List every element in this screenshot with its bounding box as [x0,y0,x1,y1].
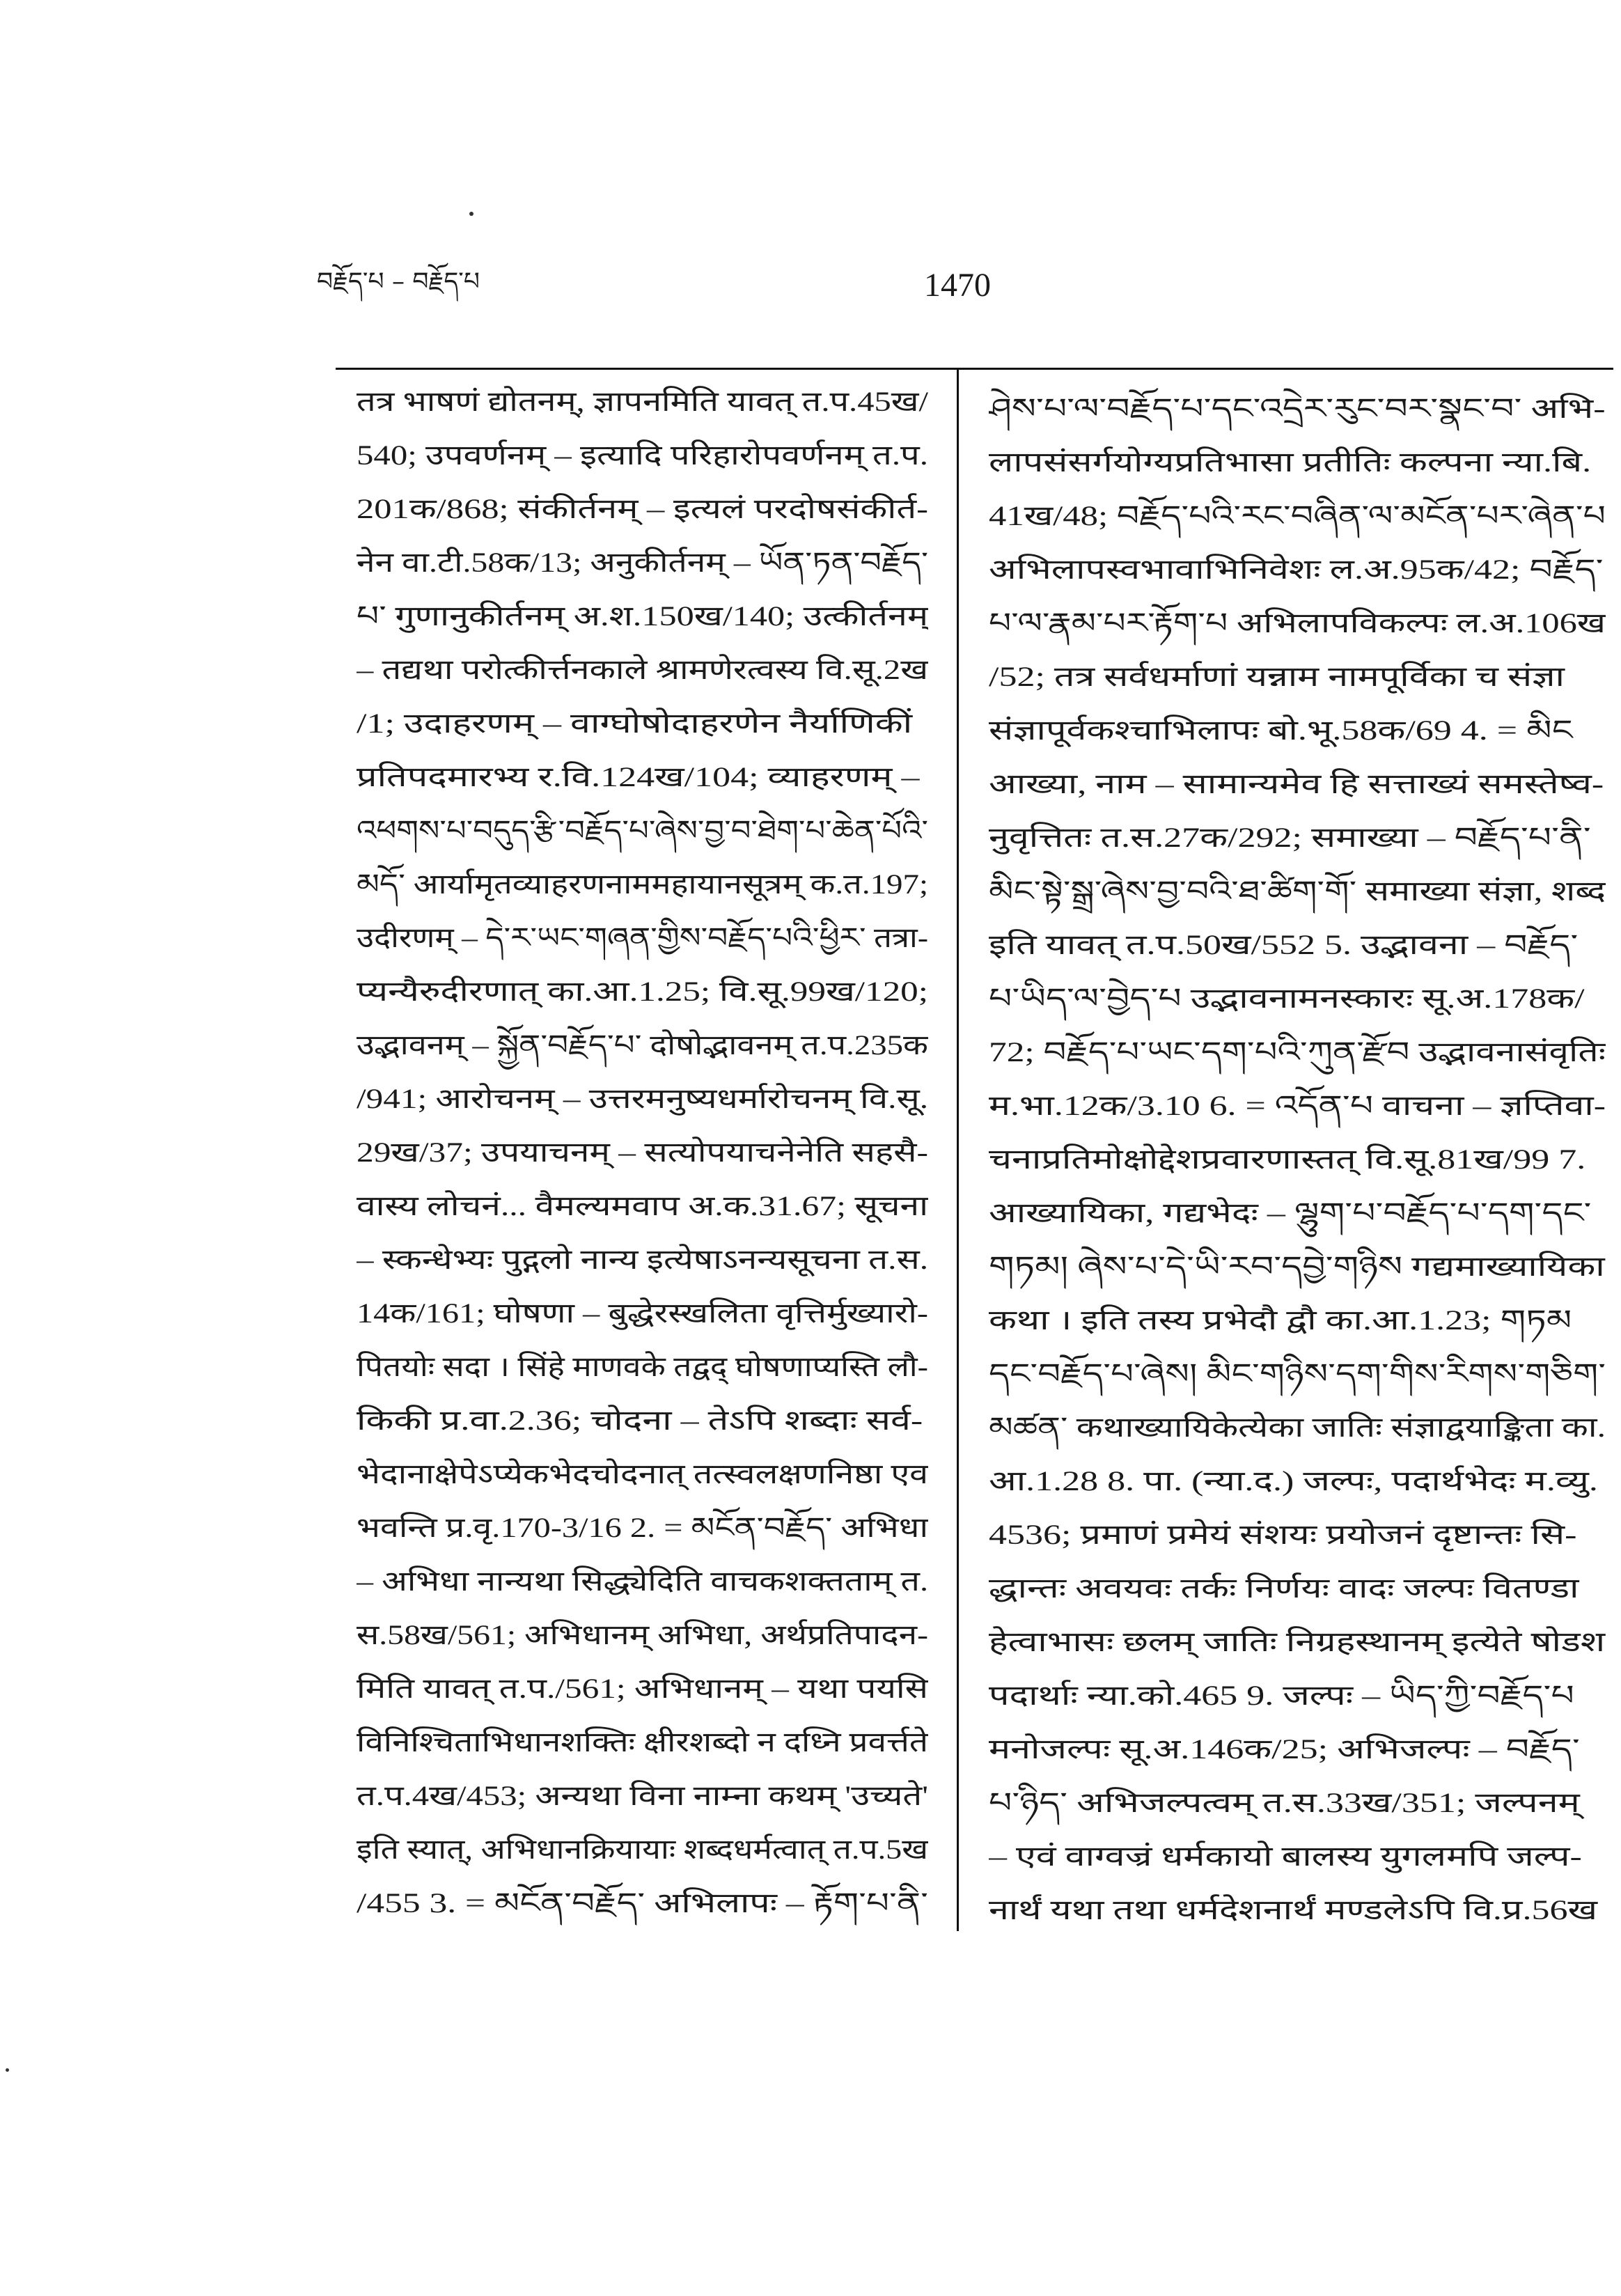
text-line [357,1876,928,1930]
text-line [357,1662,928,1715]
text-line-content: अभिलापस्वभावाभिनिवेशः ल.अ.95क/42; བརྗོད་ [989,554,1604,585]
text-line [989,435,1606,489]
text-line-content: संज्ञापूर्वकश्चाभिलापः बो.भू.58क/69 4. = མིང [989,714,1573,746]
text-line-content: 14क/161; घोषणा – बुद्धेरस्खलिता वृत्तिर्मुख्यारो- [357,1297,928,1329]
text-line [989,1186,1606,1240]
text-line [989,1347,1606,1400]
text-line-content: /455 3. = མངོན་བརྗོད་ अभिलापः – རྟོག་པ་ནི་ [357,1887,928,1919]
running-head-guide-words: བརྗོད་པ – བརྗོད་པ [317,267,480,296]
text-line-content: चनाप्रतिमोक्षोद्देशप्रवारणास्तत् वि.सू.81ख/99 7. [989,1143,1586,1175]
text-line-content: པ་ गुणानुकीर्तनम् अ.श.150ख/140; उत्कीर्तनम् [357,600,928,632]
text-line [989,1508,1606,1561]
text-line [989,918,1606,971]
text-line-content: པ་ལ་རྣམ་པར་རྟོག་པ अभिलापविकल्पः ल.अ.106ख [989,607,1606,639]
text-line [989,811,1606,864]
scan-speck [6,2068,9,2072]
text-line-content: 41ख/48; བརྗོད་པའི་རང་བཞིན་ལ་མངོན་པར་ཞེན་པ [989,500,1606,531]
text-line-content: नुवृत्तितः त.स.27क/292; समाख्या – བརྗོད་པ་ནི་ [989,822,1591,853]
text-line-content: वास्य लोचनं... वैमल्यमवाप अ.क.31.67; सूचना [357,1190,928,1221]
text-line-content: དང་བརྗོད་པ་ཞེས། མིང་གཉིས་དག་གིས་རིགས་གཅིག་ [989,1358,1606,1389]
text-line [989,1829,1606,1883]
text-line-content: स.58ख/561; अभिधानम् अभिधा, अर्थप्रतिपादन- [357,1619,928,1650]
text-line [357,911,928,965]
text-line-content: मिति यावत् त.प./561; अभिधानम् – यथा पयसि [357,1673,928,1704]
text-line-content: མདོ་ आर्यामृतव्याहरणनाममहायानसूत्रम् क.त.197; [357,868,928,900]
text-line [989,864,1606,918]
text-line-content: प्रतिपदमारभ्य र.वि.124ख/104; व्याहरणम् – [357,761,920,792]
text-line [357,1501,928,1554]
text-line [357,696,928,750]
text-line [357,643,928,696]
text-line-content: /1; उदाहरणम् – वाग्घोषोदाहरणेन नैर्याणिकीं [357,708,913,739]
text-line [989,1132,1606,1186]
text-line [989,1722,1606,1776]
text-line [357,1715,928,1769]
text-line [357,965,928,1018]
text-line-content: प्यन्यैरुदीरणात् का.आ.1.25; वि.सू.99ख/120; [357,976,928,1007]
text-line [989,1025,1606,1079]
text-line [357,375,928,428]
text-line [357,1286,928,1340]
text-line-content: आख्यायिका, गद्यभेदः – ལྷུག་པ་བརྗོད་པ་དག་དང་ [989,1197,1592,1228]
text-line [357,1125,928,1179]
text-line-content: ཤེས་པ་ལ་བརྗོད་པ་དང་འདྲེར་རུང་བར་སྣང་བ་ अभि- [989,393,1606,424]
text-line-content: म.भा.12क/3.10 6. = འདོན་པ वाचना – ज्ञप्तिवा- [989,1090,1606,1121]
text-line-content: लापसंसर्गयोग्यप्रतिभासा प्रतीतिः कल्पना न्या.बि. [989,446,1592,478]
text-line [989,1400,1606,1454]
text-line-content: कथा । इति तस्य प्रभेदौ द्वौ का.आ.1.23; གཏམ [989,1304,1572,1336]
text-line [357,1072,928,1125]
page-number: 1470 [924,267,991,304]
text-line-content: 4536; प्रमाणं प्रमेयं संशयः प्रयोजनं दृष्टान्तः सि- [989,1519,1577,1550]
text-line-content: आख्या, नाम – सामान्यमेव हि सत्ताख्यं समस्तेष्व- [989,768,1604,799]
text-line-content: 29ख/37; उपयाचनम् – सत्योपयाचनेनेति सहसै- [357,1137,928,1168]
text-line-content: भवन्ति प्र.वृ.170-3/16 2. = མངོན་བརྗོད་ अभिधा [357,1512,928,1543]
text-line-content: པ་ཉིད་ अभिजल्पत्वम् त.स.33ख/351; जल्पनम् [989,1787,1580,1818]
header-rule [336,368,1613,370]
column-divider [957,368,959,1931]
text-line [357,428,928,482]
text-line-content: 201क/868; संकीर्तनम् – इत्यलं परदोषसंकीर्त- [357,493,928,524]
text-line [357,1233,928,1286]
text-line-content: /52; तत्र सर्वधर्माणां यन्नाम नामपूर्विका च संज्ञा [989,661,1565,692]
text-line [357,750,928,804]
text-line-content: འཕགས་པ་བདུད་རྩི་བརྗོད་པ་ཞེས་བྱ་བ་ཐེག་པ་ཆེན་པོའི་ [357,815,928,846]
text-line [357,536,928,589]
text-line-content: किकी प्र.वा.2.36; चोदना – तेऽपि शब्दाः सर्व- [357,1405,923,1436]
text-line [989,1561,1606,1615]
text-line [989,1079,1606,1132]
text-line-content: पदार्थाः न्या.को.465 9. जल्पः – ཡིད་ཀྱི་བརྗོད་པ [989,1680,1574,1711]
text-line-content: इति यावत् त.प.50ख/552 5. उद्भावना – བརྗོད་ [989,929,1579,960]
text-line [989,489,1606,542]
text-line [989,1669,1606,1722]
text-line-content: – स्कन्धेभ्यः पुद्गलो नान्य इत्येषाऽनन्यसूचना त.स. [357,1244,928,1275]
text-line-content: आ.1.28 8. पा. (न्या.द.) जल्पः, पदार्थभेदः म.व्यु. [989,1465,1598,1497]
text-line-content: उद्भावनम् – སྐྱོན་བརྗོད་པ་ दोषोद्भावनम् त.प.235क [357,1029,928,1061]
text-line-content: पितयोः सदा । सिंहे माणवके तद्वद् घोषणाप्यस्ति लौ- [357,1351,928,1382]
text-line [989,596,1606,650]
text-line [357,1179,928,1233]
text-line-content: भेदानाक्षेपेऽप्येकभेदचोदनात् तत्स्वलक्षणनिष्ठा एव [357,1458,928,1490]
text-line-content: मनोजल्पः सू.अ.146क/25; अभिजल्पः – བརྗོད་ [989,1733,1580,1765]
text-line-content: /941; आरोचनम् – उत्तरमनुष्यधर्मारोचनम् वि.सू. [357,1083,928,1114]
text-line-content: མིང་སྟེ་སྒྲ་ཞེས་བྱ་བའི་ཐ་ཚིག་གོ་ समाख्या संज्ञा, शब्द [989,875,1606,907]
text-line-content: द्धान्तः अवयवः तर्कः निर्णयः वादः जल्पः वितण्डा [989,1572,1579,1604]
text-line [357,1447,928,1501]
left-column [357,375,928,1935]
text-line [989,650,1606,703]
text-line-content: त.प.4ख/453; अन्यथा विना नाम्ना कथम् 'उच्यते' [357,1780,928,1811]
text-line-content: གཏམ། ཞེས་པ་དེ་ཡི་རབ་དབྱེ་གཉིས गद्यमाख्यायिका [989,1251,1605,1282]
text-line-content: མཚན་ कथाख्यायिकेत्येका जातिः संज्ञाद्वयाङ्किता का. [989,1412,1606,1443]
text-line-content: – अभिधा नान्यथा सिद्ध्येदिति वाचकशक्तताम् त. [357,1565,928,1597]
text-line [357,1769,928,1822]
text-line-content: པ་ཡིད་ལ་བྱེད་པ उद्भावनामनस्कारः सू.अ.178क/ [989,983,1585,1014]
text-line [357,804,928,857]
text-line-content: नार्थं यथा तथा धर्मदेशनार्थं मण्डलेऽपि वि.प्र.56ख [989,1894,1598,1926]
text-line-content: 72; བརྗོད་པ་ཡང་དག་པའི་ཀུན་རྫོབ उद्भावनासंवृतिः [989,1036,1606,1068]
text-line [989,542,1606,596]
text-line [989,1454,1606,1508]
text-line [357,1393,928,1447]
text-line [989,757,1606,811]
scan-speck [469,212,473,216]
text-line [357,1018,928,1072]
text-line [989,1883,1606,1937]
text-line-content: तत्र भाषणं द्योतनम्, ज्ञापनमिति यावत् त.प.45ख/ [357,386,928,417]
text-line [357,1608,928,1662]
text-line [989,382,1606,435]
text-line-content: हेत्वाभासः छलम् जातिः निग्रहस्थानम् इत्येते षोडश [989,1626,1606,1657]
text-line [357,482,928,536]
text-line [989,971,1606,1025]
text-line [989,703,1606,757]
text-line [357,589,928,643]
text-line [357,857,928,911]
text-line-content: – एवं वाग्वज्रं धर्मकायो बालस्य युगलमपि जल्प- [989,1841,1582,1872]
text-line-content: उदीरणम् – དེ་ར་ཡང་གཞན་གྱིས་བརྗོད་པའི་ཕྱིར་ तत्रा- [357,922,928,953]
text-line [357,1340,928,1393]
text-line-content: – तद्यथा परोत्कीर्त्तनकाले श्रामणेरत्वस्य वि.सू.2ख [357,654,928,685]
right-column [989,382,1606,1942]
text-line-content: इति स्यात्, अभिधानक्रियायाः शब्दधर्मत्वात् त.प.5ख [357,1834,928,1865]
text-line [989,1615,1606,1669]
text-line [989,1240,1606,1293]
text-line-content: 540; उपवर्णनम् – इत्यादि परिहारोपवर्णनम् त.प. [357,439,928,471]
text-line [357,1554,928,1608]
text-line-content: नेन वा.टी.58क/13; अनुकीर्तनम् – ཡོན་ཏན་བརྗོད་ [357,547,928,578]
text-line [357,1822,928,1876]
text-line [989,1776,1606,1829]
text-line [989,1293,1606,1347]
text-line-content: विनिश्चिताभिधानशक्तिः क्षीरशब्दो न दध्नि प्रवर्त्तते [357,1726,928,1758]
